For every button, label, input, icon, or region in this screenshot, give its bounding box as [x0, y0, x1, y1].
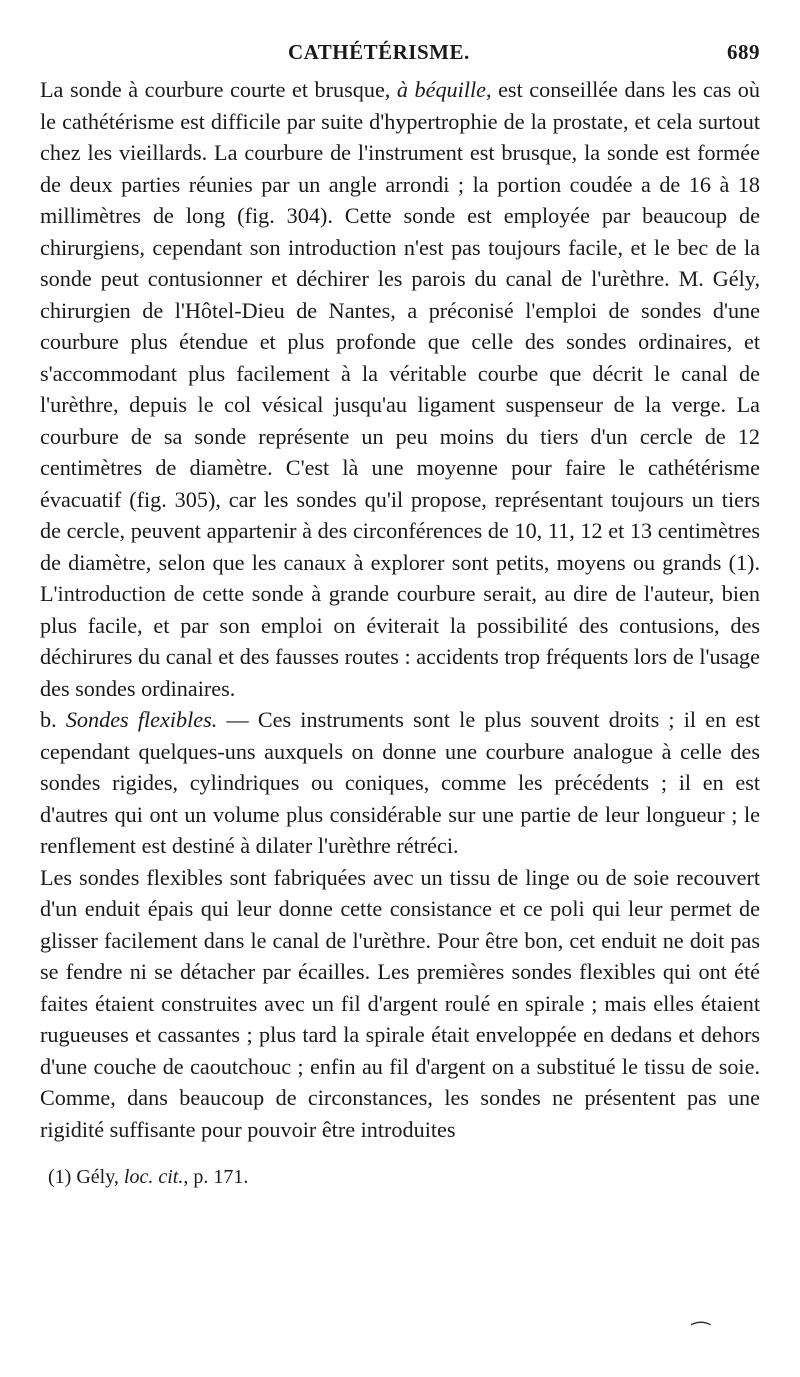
footnote-text: (1) Gély, [48, 1166, 124, 1188]
italic-term: à béquille [396, 77, 486, 102]
text-segment: Les sondes flexibles sont fabriquées avec un tissu de linge ou de soie recouvert d'un enduit épais qui leur donne cette consistance et ce poli qui leur permet de glisser facilement dans le canal de l'urèthre. Pour être bon, cet enduit ne doit pas se fendre ni se détacher par écailles. Les premières sondes flexibles qui ont été faites étaient construites avec un fil d'argent roulé en spirale ; mais elles étaient rugueuses et cassantes ; plus tard la spirale était enveloppée en dedans et dehors d'une couche de caoutchouc ; enfin au fil d'argent on a substitué le tissu de soie. Comme, dans beaucoup de circonstances, les sondes ne présentent pas une rigidité suffisante pour pouvoir être introduites [40, 864, 760, 1142]
paragraph-fabrication [40, 862, 760, 1146]
page-number: 689 [727, 40, 760, 64]
text-segment: b. [40, 707, 66, 732]
chapter-title: CATHÉTÉRISME. [288, 40, 470, 64]
body-text [40, 74, 760, 1145]
text-segment: — Ces instruments sont le plus souvent droits ; il en est cependant quelques-uns auxquels on donne une courbure analogue à celle des sondes rigides, cylindriques ou coniques, comme les précédents ; il en est d'autres qui ont un volume plus considérable sur une partie de leur longueur ; le renflement est destiné à dilater l'urèthre rétréci. [40, 707, 760, 858]
paragraph-bequille [40, 74, 760, 704]
section-heading: Sondes flexibles. [65, 707, 218, 732]
book-page [40, 40, 760, 1191]
text-segment: , est conseillée dans les cas où le cathétérisme est difficile par suite d'hypertrophie de la prostate, et cela surtout chez les vieillards. La courbure de l'instrument est brusque, la sonde est formée de deux parties réunies par un angle arrondi ; la portion coudée a de 16 à 18 millimètres de long (fig. 304). Cette sonde est employée par beaucoup de chirurgiens, cependant son introduction n'est pas toujours facile, et le bec de la sonde peut contusionner et déchirer les parois du canal de l'urèthre. M. Gély, chirurgien de l'Hôtel-Dieu de Nantes, a préconisé l'emploi de sondes d'une courbure plus étendue et plus profonde que celle des sondes ordinaires, et s'accommodant plus facilement à la véritable courbe que décrit le canal de l'urèthre, depuis le col vésical jusqu'au ligament suspenseur de la verge. La courbure de sa sonde représente un peu moins du tiers d'un cercle de 12 centimètres de diamètre. C'est là une moyenne pour faire le cathétérisme évacuatif (fig. 305), car les sondes qu'il propose, représentant toujours un tiers de cercle, peuvent appartenir à des circonférences de 10, 11, 12 et 13 centimètres de diamètre, selon que les canaux à explorer sont petits, moyens ou grands (1). L'introduction de cette sonde à grande courbure serait, au dire de l'auteur, bien plus facile, et par son emploi on éviterait la possibilité des contusions, des déchirures du canal et des fausses routes : accidents trop fréquents lors de l'usage des sondes ordinaires. [40, 77, 760, 701]
footnote-text: , p. 171. [183, 1166, 249, 1188]
footnote [40, 1163, 760, 1191]
printer-mark: ⁀ [692, 1322, 710, 1347]
running-header [40, 40, 760, 74]
paragraph-sondes-flexibles [40, 704, 760, 862]
text-segment: La sonde à courbure courte et brusque, [40, 77, 397, 102]
footnote-italic: loc. cit. [123, 1166, 184, 1188]
